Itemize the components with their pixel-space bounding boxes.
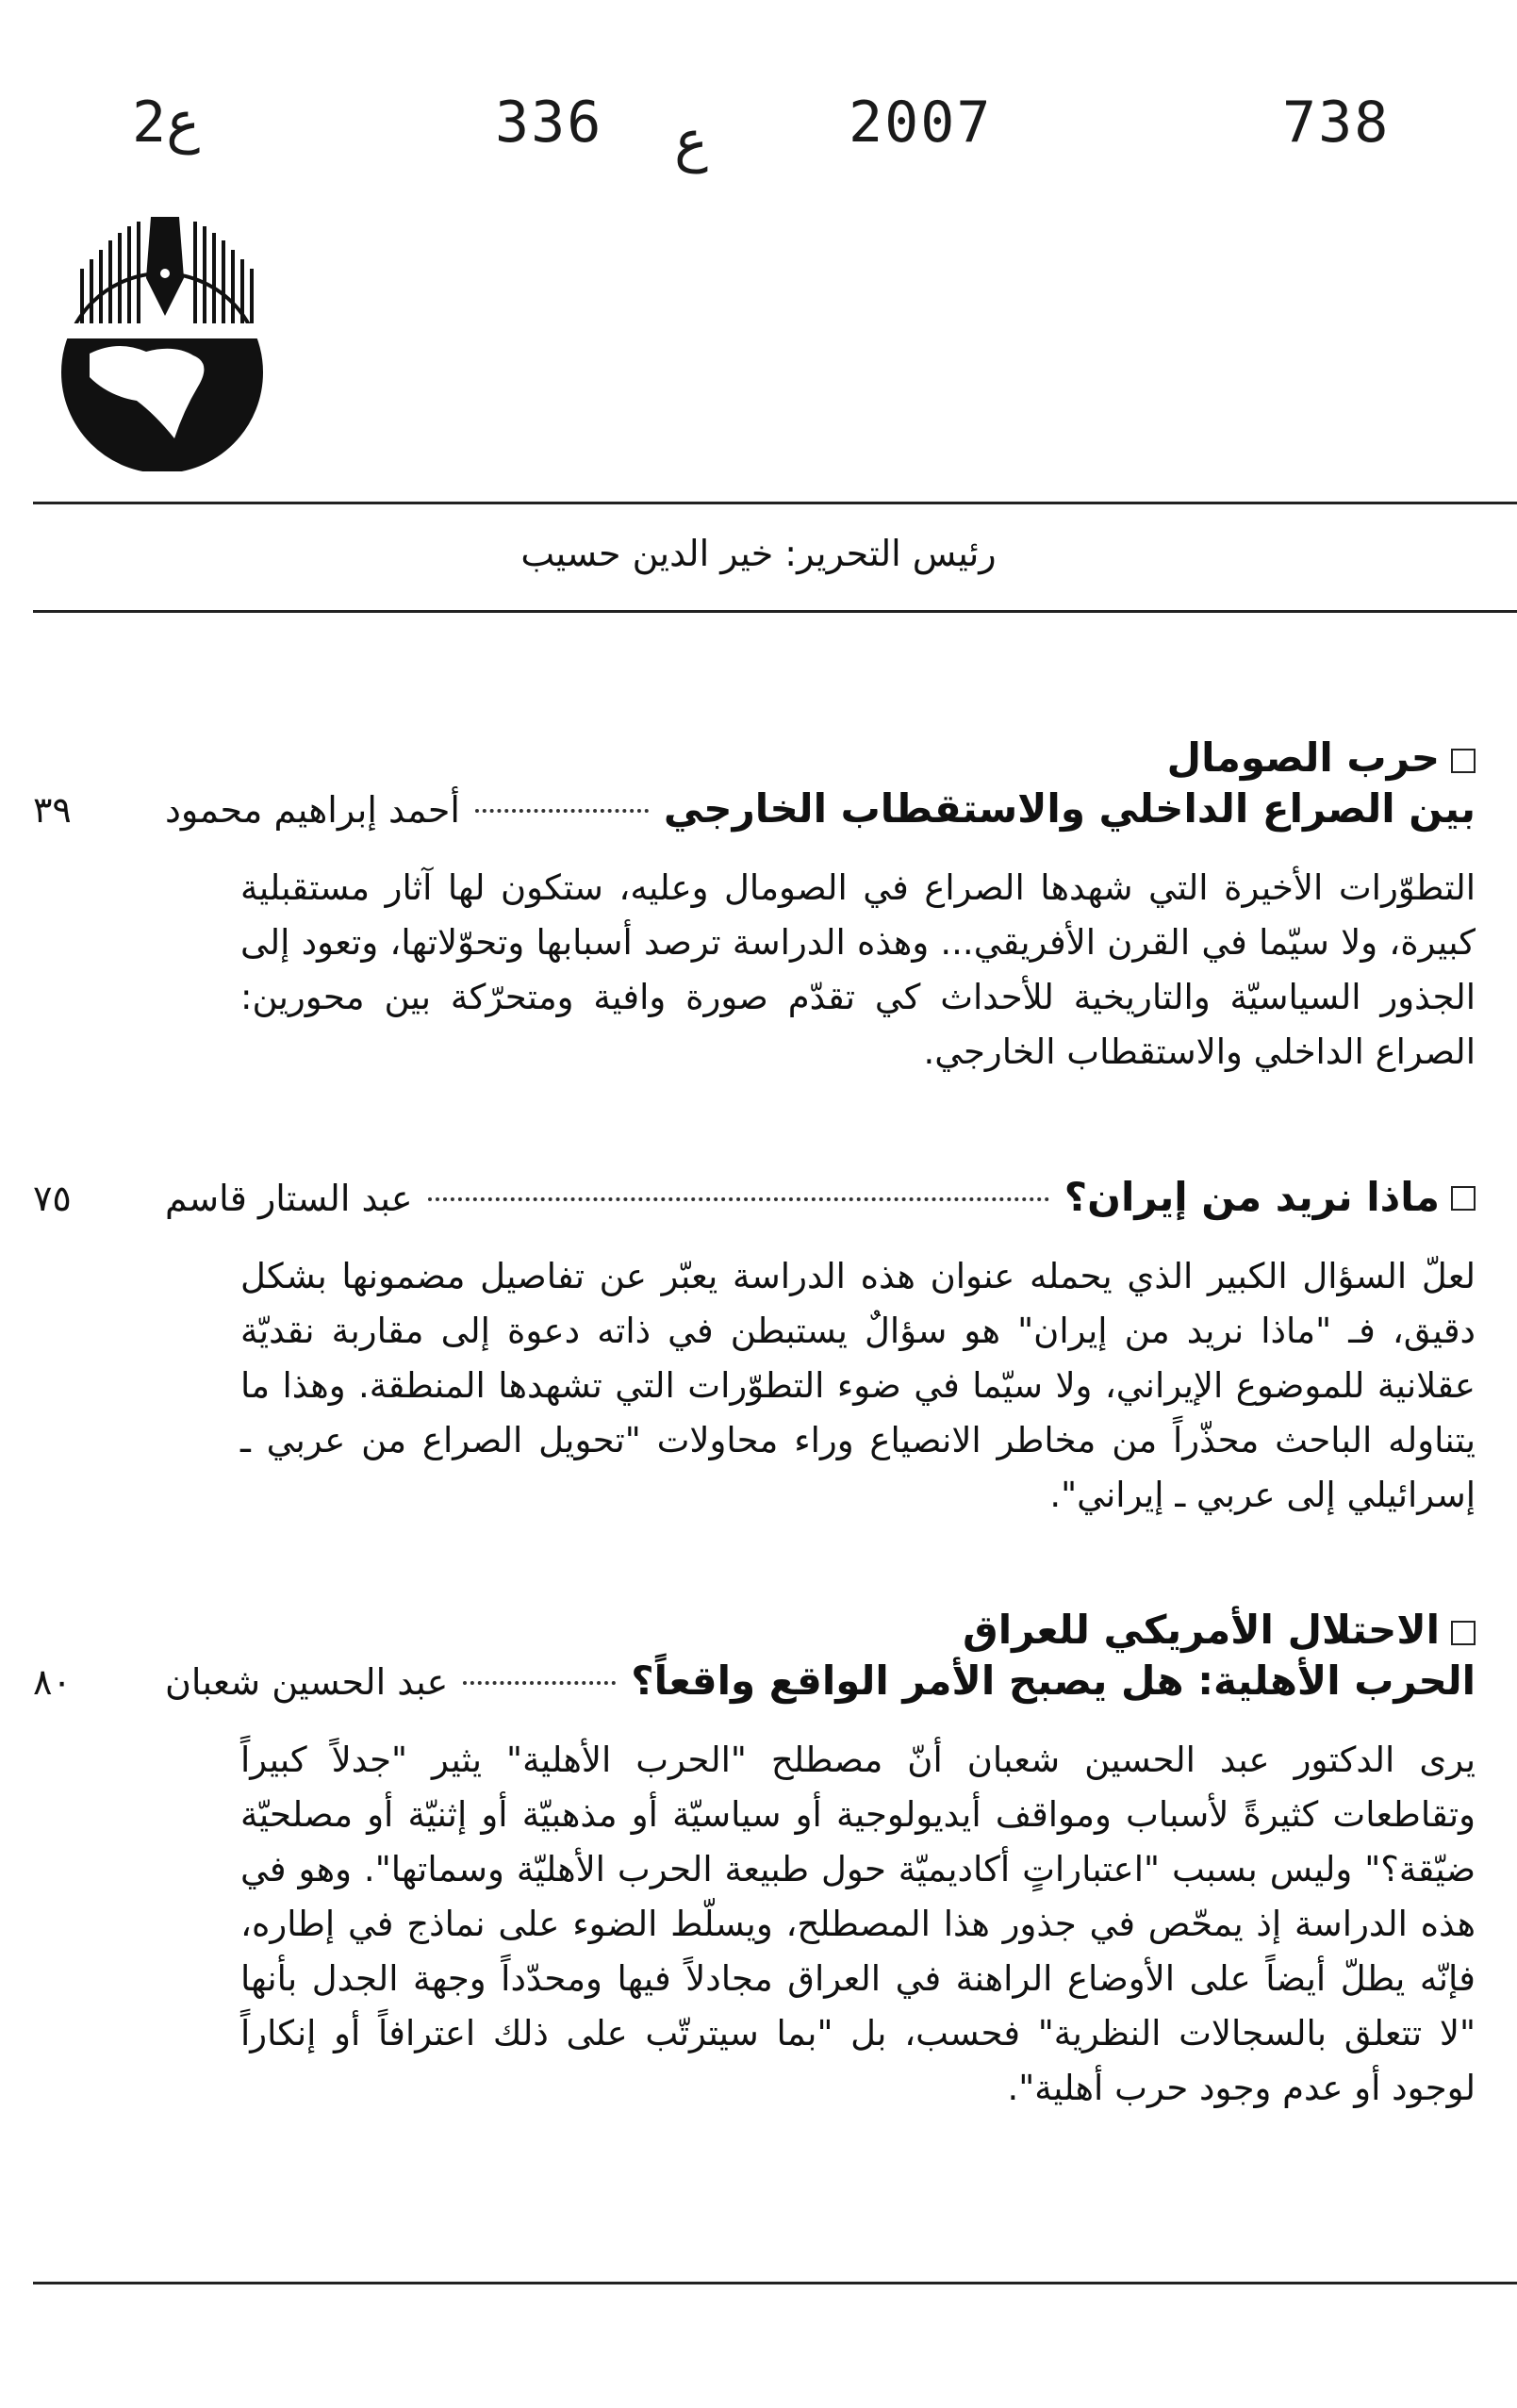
- arab-unity-studies-center-logo: [33, 212, 292, 471]
- checkbox-icon: [1451, 1186, 1476, 1211]
- article-abstract: لعلّ السؤال الكبير الذي يحمله عنوان هذه الدراسة يعبّر عن تفاصيل مضمونها بشكل دقيق، فـ "ماذا نريد من إيران" هو سؤالٌ يستبطن في ذاته دعوة إلى مقاربة نقديّة عقلانية للموضوع الإيراني، ولا سيّما في ضوء التطوّرات التي تشهدها المنطقة. وهذا ما يتناوله الباحث محذّراً من مخاطر الانصياع وراء محاولات "تحويل الصراع من عربي ـ إسرائيلي إلى عربي ـ إيراني".: [240, 1256, 1476, 1515]
- dot-leader: [428, 1197, 1049, 1201]
- header-bottom-rule: [33, 610, 1517, 613]
- article-author: أحمد إبراهيم محمود: [165, 789, 460, 831]
- toc-line: [33, 1174, 1476, 1232]
- checkbox-icon: [1451, 1621, 1476, 1645]
- handwritten-note: 738: [1282, 90, 1391, 156]
- footer-rule: [33, 2282, 1517, 2284]
- handwritten-note: 2007: [849, 90, 993, 156]
- handwritten-note: ع: [674, 108, 709, 174]
- page-number: ٣٩: [33, 789, 72, 831]
- article-abstract: يرى الدكتور عبد الحسين شعبان أنّ مصطلح "الحرب الأهلية" يثير "جدلاً كبيراً وتقاطعات كثيرةً لأسباب ومواقف أيديولوجية أو سياسيّة أو مذهبيّة أو إثنيّة أو مصلحيّة ضيّقة؟" وليس بسبب "اعتباراتٍ أكاديميّة حول طبيعة الحرب الأهليّة وسماتها". وهو في هذه الدراسة إذ يمحّص في جذور هذا المصطلح، ويسلّط الضوء على نماذج في إطاره، فإنّه يطلّ أيضاً على الأوضاع الراهنة في العراق مجادلاً فيها ومحدّداً وجهة الجدل بأنها "لا تتعلق بالسجالات النظرية" فحسب، بل "بما سيترتّب على ذلك اعترافاً أو إنكاراً لوجود أو عدم وجود حرب أهلية".: [240, 1740, 1476, 2108]
- section-title: حرب الصومال: [1166, 734, 1440, 781]
- checkbox-icon: [1451, 749, 1476, 773]
- article-abstract: التطوّرات الأخيرة التي شهدها الصراع في الصومال وعليه، ستكون لها آثار مستقبلية كبيرة، ولا سيّما في القرن الأفريقي... وهذه الدراسة ترصد أسبابها وتحوّلاتها، وتعود إلى الجذور السياسيّة والتاريخية للأحداث كي تقدّم صورة وافية ومتحرّكة بين محورين: الصراع الداخلي والاستقطاب الخارجي.: [240, 867, 1476, 1072]
- toc-line: [33, 1658, 1476, 1716]
- article-author: عبد الستار قاسم: [165, 1178, 413, 1219]
- logo-icon: [33, 212, 292, 471]
- toc-line: [33, 785, 1476, 844]
- page-number: ٨٠: [33, 1661, 72, 1703]
- section-heading: [33, 731, 1476, 785]
- page-number: ٧٥: [33, 1178, 72, 1219]
- section-heading: [33, 1603, 1476, 1658]
- dot-leader: [475, 809, 649, 813]
- top-rule: [33, 502, 1517, 504]
- editor-in-chief-line: رئيس التحرير: خير الدين حسيب: [520, 533, 997, 574]
- article-title: الحرب الأهلية: هل يصبح الأمر الواقع واقعاً؟: [631, 1658, 1476, 1704]
- article-title: ماذا نريد من إيران؟: [1064, 1174, 1440, 1220]
- article-title: بين الصراع الداخلي والاستقطاب الخارجي: [663, 785, 1476, 832]
- toc-entry-iraq: [33, 1603, 1476, 2116]
- section-title: الاحتلال الأمريكي للعراق: [963, 1607, 1440, 1653]
- toc-entry-somalia: [33, 731, 1476, 1080]
- handwritten-note: ﻉ2: [132, 90, 201, 156]
- dot-leader: [463, 1681, 616, 1685]
- handwritten-note: 336: [495, 90, 603, 156]
- toc-entry-iran: [33, 1174, 1476, 1523]
- handwritten-notes: [0, 90, 1517, 193]
- article-author: عبد الحسين شعبان: [165, 1661, 449, 1703]
